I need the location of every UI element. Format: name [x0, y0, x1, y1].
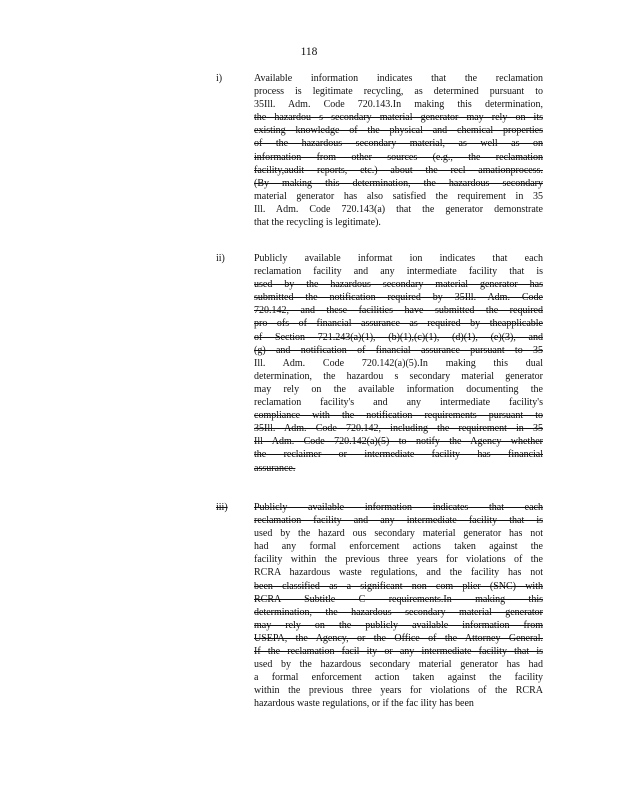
item-marker: iii) — [216, 502, 228, 513]
struck-text-line: facility,audit reports, etc.) about the recl amationprocess. — [254, 164, 543, 176]
struck-text-line: (g) and notification of financial assurance pursuant to 35 — [254, 344, 543, 356]
text-line: facility within the previous three years for violations of the — [254, 554, 543, 566]
struck-text-line: of Section 721.243(a)(1), (b)(1),(c)(1), (d)(1), (e)(3), and — [254, 331, 543, 343]
struck-text-line: existing knowledge of the physical and chemical properties — [254, 125, 543, 137]
struck-text-line: been classified as a significant non com plier (SNC) with — [254, 580, 543, 592]
struck-text-line: used by the hazardous secondary material generator has — [254, 279, 543, 291]
struck-text-line: (By making this determination, the hazardous secondary — [254, 177, 543, 189]
text-line: Publicly available informat ion indicates that each — [254, 253, 543, 264]
text-line: had any formal enforcement actions taken against the — [254, 541, 543, 553]
struck-text-line: submitted the notification required by 35Ill. Adm. Code — [254, 292, 543, 304]
struck-text-line: If the reclamation facil ity or any intermediate facility that is — [254, 646, 543, 658]
struck-text-line: 720.142, and these facilities have submitted the required — [254, 305, 543, 317]
struck-text-line: the reclaimer or intermediate facility has financial — [254, 449, 543, 461]
text-line: 35Ill. Adm. Code 720.143.In making this determination, — [254, 99, 543, 111]
text-line: within the previous three years for violations of the RCRA — [254, 685, 543, 697]
struck-text-line: the hazardou s secondary material generator may rely on its — [254, 112, 543, 124]
struck-text-line: RCRA Subtitle C requirements.In making this — [254, 593, 543, 605]
text-line: hazardous waste regulations, or if the fac ility has been — [254, 698, 474, 710]
struck-text-line: may rely on the publicly available information from — [254, 619, 543, 631]
struck-text-line: Ill Adm. Code 720.142(a)(5) to notify the Agency whether — [254, 436, 543, 448]
struck-text-line: Publicly available information indicates that each — [254, 502, 543, 513]
text-line: Ill. Adm. Code 720.143(a) that the generator demonstrate — [254, 203, 543, 215]
text-line: that the recycling is legitimate). — [254, 217, 381, 229]
text-line: used by the hazardous secondary material generator has had — [254, 659, 543, 671]
text-line: RCRA hazardous waste regulations, and the facility has not — [254, 567, 543, 579]
text-line: Available information indicates that the reclamation — [254, 73, 543, 84]
struck-text-line: reclamation facility and any intermediate facility that is — [254, 515, 543, 527]
text-line: material generator has also satisfied the requirement in 35 — [254, 190, 543, 202]
struck-text-line: information from other sources (e.g., the reclamation — [254, 151, 543, 163]
item-marker: i) — [216, 73, 223, 84]
struck-text-line: assurance. — [254, 462, 296, 474]
text-line: reclamation facility's and any intermediate facility's — [254, 397, 543, 409]
text-line: reclamation facility and any intermediate facility that is — [254, 266, 543, 278]
item-marker: ii) — [216, 253, 225, 264]
struck-text-line: 35Ill. Adm. Code 720.142, including the requirement in 35 — [254, 423, 543, 435]
struck-text-line: determination, the hazardous secondary material generator — [254, 606, 543, 618]
text-line: Ill. Adm. Code 720.142(a)(5).In making this dual — [254, 357, 543, 369]
text-line: determination, the hazardou s secondary material generator — [254, 370, 543, 382]
text-line: process is legitimate recycling, as determined pursuant to — [254, 86, 543, 98]
page-number: 118 — [300, 46, 318, 58]
struck-text-line: pro ofs of financial assurance as required by theapplicable — [254, 318, 543, 330]
item-text — [254, 72, 543, 229]
struck-text-line: compliance with the notification requirements pursuant to — [254, 410, 543, 422]
item-text — [254, 252, 543, 475]
text-line: may rely on the available information documenting the — [254, 383, 543, 395]
text-line: a formal enforcement action taken against the facility — [254, 672, 543, 684]
struck-text-line: USEPA, the Agency, or the Office of the Attorney General. — [254, 632, 543, 644]
item-text — [254, 501, 543, 711]
text-line: used by the hazard ous secondary material generator has not — [254, 528, 543, 540]
struck-text-line: of the hazardous secondary material, as well as on — [254, 138, 543, 150]
